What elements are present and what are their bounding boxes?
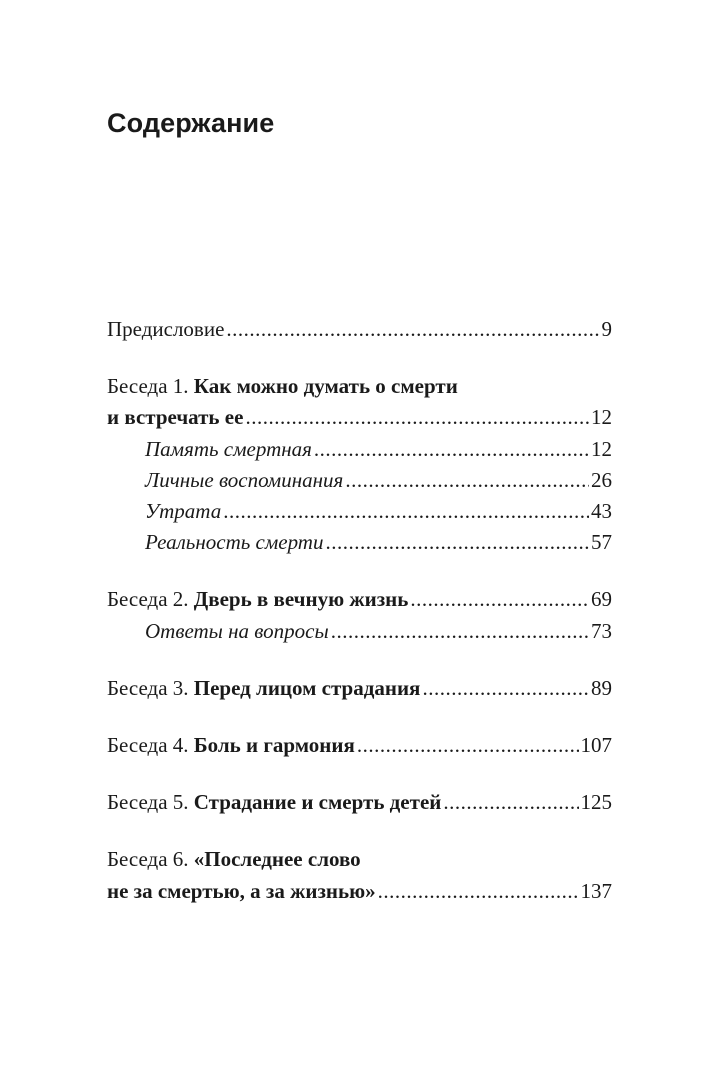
talk-number: Беседа 2. xyxy=(107,587,194,612)
talk-number: Беседа 4. xyxy=(107,733,194,758)
page-number: 57 xyxy=(591,530,612,555)
page-number: 125 xyxy=(580,790,612,815)
toc-entry-talk-2[interactable] xyxy=(107,584,612,646)
page-number: 43 xyxy=(591,499,612,524)
talk-number: Беседа 6. xyxy=(107,847,194,872)
talk-title-continued: и встречать ее xyxy=(107,405,244,430)
toc-entry-label: Предисловие xyxy=(107,317,225,341)
subentry-label: Утрата xyxy=(145,499,222,524)
toc-entry-talk-4[interactable] xyxy=(107,730,612,761)
toc-line xyxy=(107,876,612,907)
toc-line xyxy=(107,402,612,433)
dot-leader xyxy=(357,730,579,761)
toc-subentry[interactable] xyxy=(107,434,612,465)
dot-leader xyxy=(245,402,589,433)
page-number: 73 xyxy=(591,618,612,643)
talk-number: Беседа 1. xyxy=(107,374,194,399)
talk-number: Беседа 5. xyxy=(107,790,194,815)
talk-title: Как можно думать о смерти xyxy=(193,374,458,399)
talk-title: Дверь в вечную жизнь xyxy=(193,587,409,612)
toc-line xyxy=(107,314,612,345)
subentry-label: Память смертная xyxy=(145,436,312,461)
page-number: 69 xyxy=(591,587,612,612)
toc-line xyxy=(107,730,612,761)
talk-title: Перед лицом страдания xyxy=(193,675,421,700)
toc-subentry[interactable] xyxy=(107,527,612,558)
toc-entry-preface[interactable] xyxy=(107,314,612,345)
dot-leader xyxy=(410,584,589,615)
dot-leader xyxy=(378,876,579,907)
toc-line xyxy=(107,371,612,402)
dot-leader xyxy=(443,787,578,818)
subentry-label: Реальность смерти xyxy=(145,530,324,555)
table-of-contents xyxy=(107,314,612,907)
dot-leader xyxy=(314,434,589,465)
toc-subentry[interactable] xyxy=(107,465,612,496)
page-number: 137 xyxy=(580,878,612,903)
talk-number: Беседа 3. xyxy=(107,675,194,700)
dot-leader xyxy=(325,527,589,558)
talk-title-continued: не за смертью, а за жизнью» xyxy=(107,878,376,903)
dot-leader xyxy=(345,465,589,496)
dot-leader xyxy=(226,314,599,345)
page-number: 89 xyxy=(591,675,612,700)
toc-subentry[interactable] xyxy=(107,616,612,647)
toc-line xyxy=(107,673,612,704)
toc-line xyxy=(107,844,612,875)
subentry-label: Ответы на вопросы xyxy=(145,618,329,643)
talk-title: «Последнее слово xyxy=(193,847,361,872)
page-number: 9 xyxy=(601,317,612,341)
toc-entry-talk-1[interactable] xyxy=(107,371,612,558)
talk-title: Боль и гармония xyxy=(193,733,355,758)
dot-leader xyxy=(422,673,589,704)
page-number: 12 xyxy=(591,436,612,461)
page-title: Содержание xyxy=(107,108,275,138)
toc-line xyxy=(107,787,612,818)
page-number: 107 xyxy=(580,733,612,758)
talk-title: Страдание и смерть детей xyxy=(193,790,442,815)
toc-line xyxy=(107,584,612,615)
toc-entry-talk-6[interactable] xyxy=(107,844,612,906)
page-number: 12 xyxy=(591,405,612,430)
dot-leader xyxy=(331,616,589,647)
page-number: 26 xyxy=(591,467,612,492)
toc-entry-talk-5[interactable] xyxy=(107,787,612,818)
dot-leader xyxy=(223,496,589,527)
subentry-label: Личные воспоминания xyxy=(145,467,344,492)
toc-entry-talk-3[interactable] xyxy=(107,673,612,704)
toc-subentry[interactable] xyxy=(107,496,612,527)
